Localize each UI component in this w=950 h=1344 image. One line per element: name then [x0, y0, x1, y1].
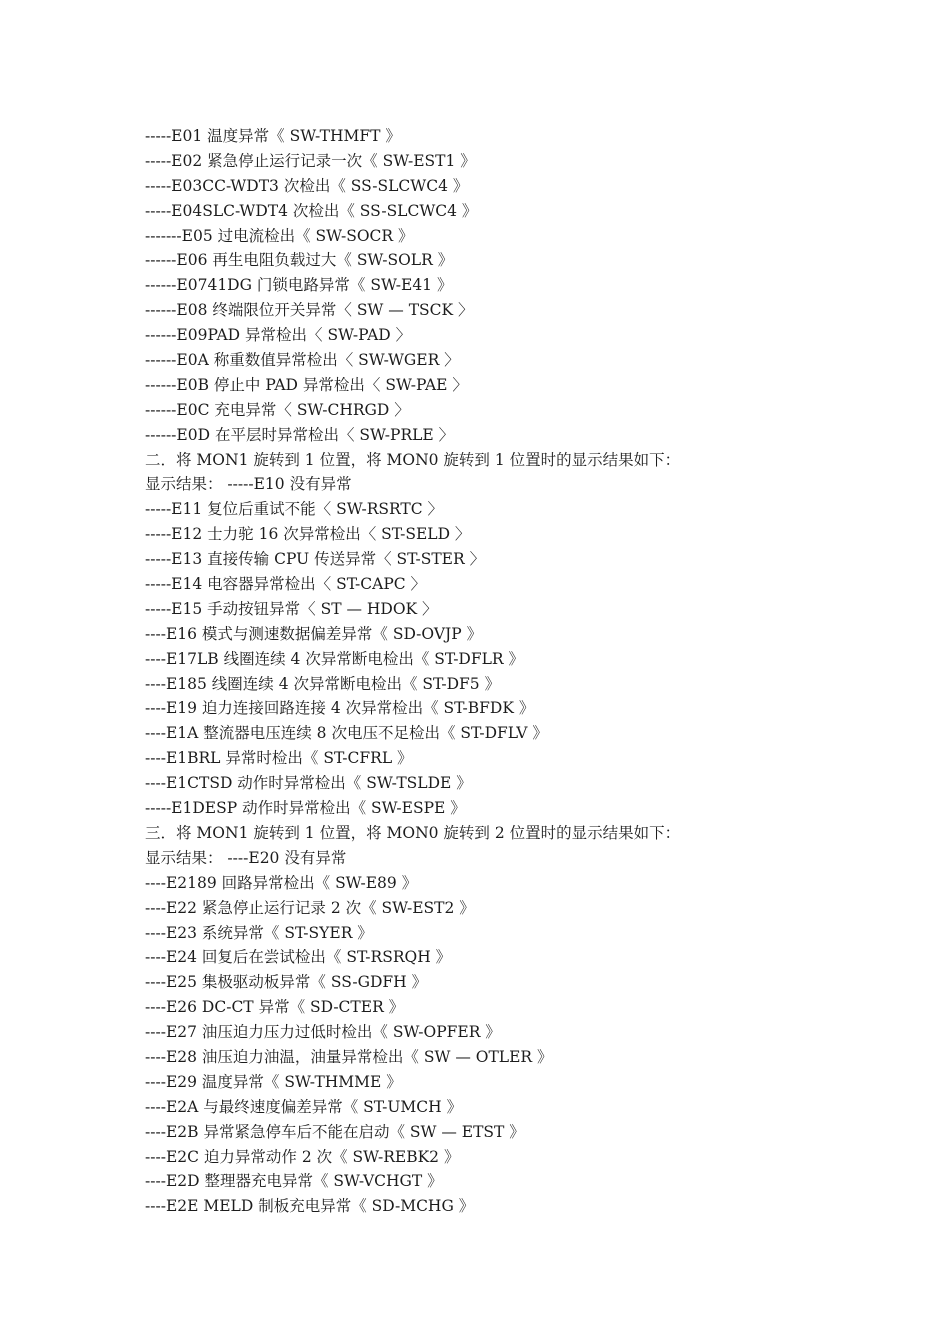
- text-line: ----E22 紧急停止运行记录 2 次《 SW-EST2 》: [145, 898, 475, 917]
- text-line: ----E2189 回路异常检出《 SW-E89 》: [145, 873, 418, 892]
- text-line: -----E11 复位后重试不能〈 SW-RSRTC 〉: [145, 500, 444, 519]
- text-line: ----E24 回复后在尝试检出《 ST-RSRQH 》: [145, 948, 452, 967]
- text-line: -----E01 温度异常《 SW-THMFT 》: [145, 127, 401, 145]
- error-code-list: [145, 124, 845, 1219]
- text-line: ------E0C 充电异常〈 SW-CHRGD 〉: [145, 400, 410, 419]
- text-line: ----E23 系统异常《 ST-SYER 》: [145, 923, 373, 942]
- text-line: ----E25 集极驱动板异常《 SS-GDFH 》: [145, 973, 428, 992]
- text-line: ----E185 线圈连续 4 次异常断电检出《 ST-DF5 》: [145, 674, 501, 693]
- text-line: ----E29 温度异常《 SW-THMME 》: [145, 1072, 402, 1091]
- text-line: ----E27 油压迫力压力过低时检出《 SW-OPFER 》: [145, 1023, 501, 1042]
- text-line: -----E04SLC-WDT4 次检出《 SS-SLCWC4 》: [145, 201, 478, 220]
- text-line: -----E15 手动按钮异常〈 ST — HDOK 〉: [145, 599, 438, 618]
- text-line: ----E2C 迫力异常动作 2 次《 SW-REBK2 》: [145, 1147, 460, 1166]
- text-line: ------E08 终端限位开关异常〈 SW — TSCK 〉: [145, 301, 474, 320]
- text-line: ------E09PAD 异常检出〈 SW-PAD 〉: [145, 326, 412, 345]
- text-line: ----E1CTSD 动作时异常检出《 SW-TSLDE 》: [145, 774, 472, 793]
- text-line: ----E2E MELD 制板充电异常《 SD-MCHG 》: [145, 1197, 475, 1216]
- section-heading: 二．将 MON1 旋转到 1 位置，将 MON0 旋转到 1 位置时的显示结果如下：: [145, 450, 681, 469]
- text-line: ----E1A 整流器电压连续 8 次电压不足检出《 ST-DFLV 》: [145, 724, 548, 743]
- text-line: ----E2B 异常紧急停车后不能在启动《 SW — ETST 》: [145, 1122, 525, 1141]
- text-line: ----E16 模式与测速数据偏差异常《 SD-OVJP 》: [145, 624, 483, 643]
- text-line: -------E05 过电流检出《 SW-SOCR 》: [145, 226, 414, 245]
- text-line: ----E26 DC-CT 异常《 SD-CTER 》: [145, 998, 405, 1017]
- text-line: ------E0D 在平层时异常检出〈 SW-PRLE 〉: [145, 425, 455, 444]
- section-heading: 三．将 MON1 旋转到 1 位置，将 MON0 旋转到 2 位置时的显示结果如下：: [145, 823, 681, 842]
- text-line: ----E2D 整理器充电异常《 SW-VCHGT 》: [145, 1172, 443, 1191]
- text-line: ------E0B 停止中 PAD 异常检出〈 SW-PAE 〉: [145, 375, 468, 394]
- text-line: -----E12 士力驼 16 次异常检出〈 ST-SELD 〉: [145, 525, 471, 544]
- text-line: ------E0741DG 门锁电路异常《 SW-E41 》: [145, 276, 453, 295]
- text-line: -----E02 紧急停止运行记录一次《 SW-EST1 》: [145, 151, 476, 170]
- text-line: ------E06 再生电阻负载过大《 SW-SOLR 》: [145, 251, 454, 270]
- text-line: ----E2A 与最终速度偏差异常《 ST-UMCH 》: [145, 1097, 463, 1116]
- text-line: -----E14 电容器异常检出〈 ST-CAPC 〉: [145, 575, 427, 594]
- text-line: 显示结果： ----E20 没有异常: [145, 848, 347, 867]
- text-line: ----E28 油压迫力油温，油量异常检出《 SW — OTLER 》: [145, 1047, 553, 1066]
- text-line: -----E1DESP 动作时异常检出《 SW-ESPE 》: [145, 799, 466, 818]
- text-line: ----E19 迫力连接回路连接 4 次异常检出《 ST-BFDK 》: [145, 699, 535, 718]
- text-line: ----E17LB 线圈连续 4 次异常断电检出《 ST-DFLR 》: [145, 649, 525, 668]
- text-line: ----E1BRL 异常时检出《 ST-CFRL 》: [145, 749, 413, 768]
- text-line: 显示结果： -----E10 没有异常: [145, 475, 352, 494]
- text-line: -----E13 直接传输 CPU 传送异常〈 ST-STER 〉: [145, 550, 486, 569]
- text-line: -----E03CC-WDT3 次检出《 SS-SLCWC4 》: [145, 176, 469, 195]
- text-line: ------E0A 称重数值异常检出〈 SW-WGER 〉: [145, 351, 460, 370]
